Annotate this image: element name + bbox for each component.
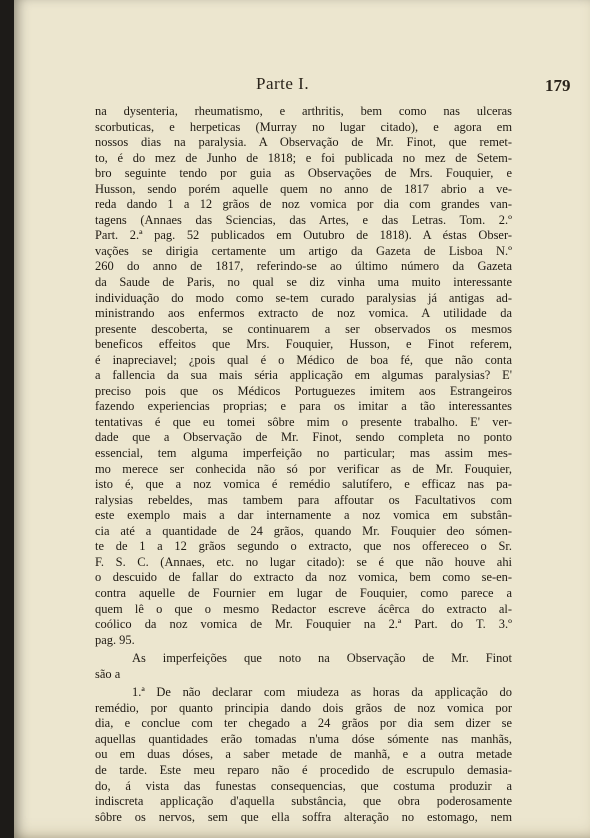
text-line: este exemplo mais a dar internamente a noz vomica em substân- xyxy=(95,508,512,523)
text-line: to, é do mez de Junho de 1818; e foi publicada no mez de Setem- xyxy=(95,150,512,165)
text-line: pag. 95. xyxy=(95,632,135,647)
text-line: ou em duas dóses, a saber metade de manhã, e a outra metade xyxy=(95,747,512,762)
text-line: sôbre os nervos, sem que ella soffra alteração no estomago, nem xyxy=(95,809,512,824)
text-line: vações se dirigia certamente um artigo da Gazeta de Lisboa N.º xyxy=(95,243,512,258)
text-line: individuação do modo como se-tem curado paralysias já antigas ad- xyxy=(95,290,512,305)
book-page xyxy=(14,0,590,838)
text-line: remédio, por quanto principia dando dois grãos de noz vomica por xyxy=(95,700,512,715)
text-line: indiscreta applicação d'aquella substância, que obra poderosamente xyxy=(95,794,512,809)
page-number: 179 xyxy=(545,76,571,95)
text-line: tagens (Annaes das Sciencias, das Artes, e das Letras. Tom. 2.º xyxy=(95,212,512,227)
text-line: dade que a Observação de Mr. Finot, sendo completa no ponto xyxy=(95,430,512,445)
text-line: são a xyxy=(95,666,121,681)
text-line: reda dando 1 a 12 grãos de noz vomica por dia com grandes van- xyxy=(95,197,512,212)
text-line: da Saude de Paris, no qual se diz vinha uma muito interessante xyxy=(95,275,512,290)
text-line: te de 1 a 12 grãos segundo o extracto, que nos offereceo o Sr. xyxy=(95,539,512,554)
text-line: preciso pois que os Médicos Portuguezes imitem aos Estrangeiros xyxy=(95,383,512,398)
text-line: dia, e conclue com ter chegado a 24 grãos por dia sem dizer se xyxy=(95,716,512,731)
text-line: scorbuticas, e herpeticas (Murray no lugar citado), e agora em xyxy=(95,119,512,134)
text-line: é inapreciavel; ¿pois qual é o Médico de boa fé, que não conta xyxy=(95,352,512,367)
text-line: F. S. C. (Annaes, etc. no lugar citado): se é que não houve ahi xyxy=(95,554,512,569)
text-line: quem lê o que o mesmo Redactor escreve ácêrca do extracto al- xyxy=(95,601,512,616)
text-line: 1.ª De não declarar com miudeza as horas da applicação do xyxy=(132,685,512,700)
text-line: aquellas quantidades erão tomadas n'uma dóse sómente nas manhãs, xyxy=(95,731,512,746)
text-line: tentativas é que eu tomei sôbre mim o presente trabalho. E' ver- xyxy=(95,414,512,429)
text-line: presente descoberta, se continuarem a ser observados os mesmos xyxy=(95,321,512,336)
text-line: nossos dias na paralysia. A Observação de Mr. Finot, que remet- xyxy=(95,135,512,150)
text-line: fazendo experiencias proprias; e para os imitar a tão interessantes xyxy=(95,399,512,414)
text-line: cia até a quantidade de 24 grãos, quando Mr. Fouquier deo sómen- xyxy=(95,523,512,538)
text-line: Husson, sendo porém aquelle quem no anno de 1817 abrio a ve- xyxy=(95,181,512,196)
text-line: isto é, que a noz vomica é remédio salutífero, e efficaz nas pa- xyxy=(95,477,512,492)
running-head: Parte I. xyxy=(256,74,310,93)
text-line: na dysenteria, rheumatismo, e arthritis, bem como nas ulceras xyxy=(95,104,512,118)
text-line: a fallencia da sua mais séria applicação em algumas paralysias? E' xyxy=(95,368,512,383)
text-line: As imperfeições que noto na Observação de Mr. Finot xyxy=(132,651,512,666)
text-line: coólico da noz vomica de Mr. Fouquier na 2.ª Part. do T. 3.º xyxy=(95,617,512,632)
text-line: o descuido de fallar do extracto da noz vomica, bem como se-en- xyxy=(95,570,512,585)
text-line: de tarde. Este meu reparo não é procedido de escrupulo demasia- xyxy=(95,762,512,777)
text-line: Part. 2.ª pag. 52 publicados em Outubro de 1818). A éstas Obser- xyxy=(95,228,512,243)
text-line: beneficos effeitos que Mrs. Fouquier, Husson, e Finot referem, xyxy=(95,337,512,352)
text-line: bro seguinte tendo por guia as Observações de Mrs. Fouquier, e xyxy=(95,166,512,181)
text-line: essencial, tem alguma imperfeição no particular; mas assim mes- xyxy=(95,446,512,461)
text-line: do, á vista das funestas consequencias, que costuma produzir a xyxy=(95,778,512,793)
text-line: ministrando aos enfermos extracto de noz vomica. A utilidade da xyxy=(95,306,512,321)
text-line: contra aquelle de Fournier em lugar de Fouquier, como parece a xyxy=(95,585,512,600)
text-line: ralysias rebeldes, mas tambem para affoutar os Facultativos com xyxy=(95,492,512,507)
body-text xyxy=(95,104,512,825)
text-line: 260 do anno de 1817, referindo-se ao último número da Gazeta xyxy=(95,259,512,274)
text-line: mo merece ser conhecida não só por verificar as de Mr. Fouquier, xyxy=(95,461,512,476)
